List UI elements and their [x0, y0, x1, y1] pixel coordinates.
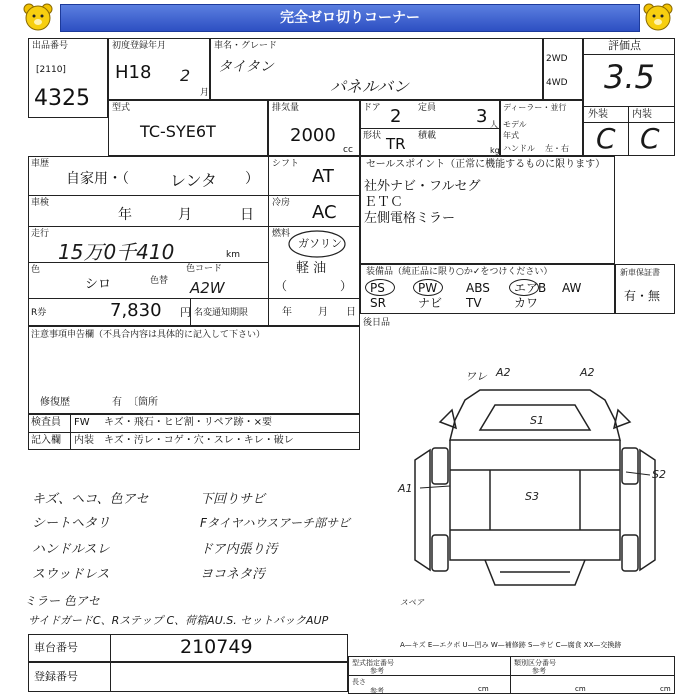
note-left-2: シートヘタリ [32, 516, 111, 531]
mark-s1: S1 [530, 414, 544, 427]
equipment-label: 装備品（純正品に限り○か✓をつけください） [366, 267, 553, 277]
exterior-label: 外装 [588, 109, 608, 120]
length-cm-1: cm [478, 685, 489, 693]
model-label: 型式 [112, 103, 131, 113]
new-warranty-label: 新車保証書 [620, 268, 660, 277]
shift-value: AT [312, 166, 334, 187]
color-change-label: 色替 [150, 276, 169, 286]
history-value: レンタ [170, 171, 217, 190]
lot-number-label: 出品番号 [32, 41, 69, 51]
displacement-label: 排気量 [272, 103, 300, 113]
inspection-year: 年 [118, 207, 132, 223]
fw-items: キズ・飛石・ヒビ割・リペア跡・×要 [104, 417, 272, 428]
name-change-month: 月 [318, 307, 328, 318]
repair-value: 有 [112, 397, 122, 408]
score-label: 評価点 [608, 39, 641, 52]
fuel-gasoline: ガソリン [298, 237, 342, 250]
repair-label: 修復歴 [40, 397, 70, 408]
repair-location-label: 〔箇所 [128, 397, 158, 408]
interior-label: 内装 [632, 109, 652, 120]
drive-box [543, 38, 583, 100]
price-value: 7,830 [110, 300, 162, 321]
doors-value: 2 [390, 106, 402, 127]
car-damage-diagram [380, 360, 680, 610]
registration-label: 初度登録年月 [112, 41, 167, 51]
equipment-item: PW [418, 281, 438, 295]
note-right-4: ヨコネタ汚 [200, 567, 266, 582]
inspection-month: 月 [178, 207, 192, 223]
mark-a2-left: A2 [496, 366, 511, 379]
note-right-2: Fタイヤハウスアーチ部サビ [200, 516, 350, 530]
displacement-unit: cc [343, 145, 353, 155]
exterior-score: C [596, 122, 616, 155]
mark-spare: スペア [400, 598, 424, 607]
type-ref-label: 参考 [370, 667, 384, 675]
shift-label: シフト [272, 159, 300, 169]
equipment-item: ABS [466, 281, 490, 295]
selling-points-label: セールスポイント（正常に機能するものに限ります） [366, 159, 606, 170]
color-value: シロ [85, 277, 112, 292]
aircon-value: AC [312, 202, 337, 223]
equipment-item: エアB [514, 281, 547, 295]
fw-label: FW [74, 417, 90, 428]
interior-score: C [640, 122, 660, 155]
selling-point-2: ＥＴＣ [364, 195, 404, 210]
shape-value: TR [386, 135, 406, 153]
length-label: 長さ [352, 678, 366, 686]
history-value-left: 自家用・（ [66, 171, 129, 187]
selling-point-1: 社外ナビ・フルセグ [364, 179, 481, 194]
equipment-grid [364, 280, 612, 312]
mascot-bear-left-icon [22, 2, 54, 32]
lot-number: 4325 [34, 86, 90, 111]
fuel-diesel: 軽 油 [296, 261, 327, 276]
equipment-item: カワ [514, 296, 539, 310]
note-right-1: 下回りサビ [200, 492, 266, 507]
inspection-day: 日 [240, 207, 254, 223]
mark-a2-right: A2 [580, 366, 595, 379]
note-left-1: キズ、ヘコ、色アセ [32, 492, 149, 507]
capacity-label: 定員 [418, 103, 437, 113]
mileage-value: 15万0千410 [58, 240, 175, 264]
lot-number-prefix: [2110] [36, 65, 66, 75]
mileage-unit: km [226, 250, 240, 260]
fuel-paren-right: ） [340, 279, 353, 293]
name-change-day: 日 [346, 307, 356, 318]
inspector-label-1: 検査員 [31, 417, 61, 428]
history-value-right: ） [245, 171, 259, 187]
interior-items: キズ・汚レ・コゲ・穴・スレ・キレ・破レ [104, 435, 294, 446]
category-ref-label: 参考 [532, 667, 546, 675]
length-cm-2: cm [575, 685, 586, 693]
color-code: A2W [190, 279, 225, 297]
equipment-item: TV [466, 296, 482, 310]
registration-number-label: 登録番号 [34, 670, 78, 683]
model-year-label: モデル [503, 120, 527, 129]
note-left-4: スウッドレス [32, 567, 110, 582]
drive-4wd: 4WD [546, 78, 568, 88]
type-designation-label: 型式指定番号 [352, 659, 394, 667]
mark-s3: S3 [525, 490, 539, 503]
price-label: R券 [31, 308, 47, 318]
year-label: 年式 [503, 131, 519, 140]
note-right-3: ドア内張り汚 [200, 542, 278, 557]
selling-points-box [360, 156, 615, 264]
mark-a1: A1 [398, 482, 413, 495]
fuel-paren-left: （ [275, 279, 288, 293]
equipment-item: PS [370, 281, 385, 295]
selling-point-3: 左側電格ミラー [364, 211, 456, 226]
registration-year: H18 [115, 62, 152, 83]
inspector-label-2: 記入欄 [31, 435, 61, 446]
category-label: 類別区分番号 [514, 659, 556, 667]
mark-s2: S2 [652, 468, 666, 481]
chassis-number: 210749 [180, 636, 253, 658]
color-label: 色 [31, 265, 41, 275]
mascot-bear-right-icon [642, 2, 674, 32]
name-change-label: 名変通知期限 [194, 308, 249, 318]
note-bottom: サイドガードC、Rステップ C、荷箱AU.S. セットバックAUP [28, 614, 329, 627]
note-left-3: ハンドルスレ [32, 542, 110, 557]
score-value: 3.5 [604, 58, 655, 96]
name-change-year: 年 [282, 307, 292, 318]
load-label: 積載 [418, 131, 437, 141]
color-code-label: 色コード [186, 264, 223, 274]
displacement-value: 2000 [290, 125, 336, 146]
equipment-item: SR [370, 296, 386, 310]
price-unit: 円 [180, 306, 191, 319]
aircon-label: 冷房 [272, 198, 291, 208]
load-unit: kg [490, 146, 500, 155]
doors-label: ドア [363, 103, 381, 113]
shape-label: 形状 [363, 131, 382, 141]
equipment-selected-circle-icon [365, 279, 395, 296]
page-header: 完全ゼロ切りコーナー [60, 4, 640, 32]
equipment-item: AW [562, 281, 582, 295]
handle-label: ハンドル [503, 144, 535, 153]
rear-seat-label: 後日品 [363, 318, 391, 328]
mark-ware: ワレ [465, 370, 487, 383]
mileage-label: 走行 [31, 229, 50, 239]
new-warranty-value: 有・無 [624, 289, 661, 303]
inspection-label: 車検 [31, 198, 50, 208]
note-left-5: ミラー 色アセ [24, 594, 100, 608]
dealer-label: ディーラー・並行 [503, 103, 567, 112]
equipment-item: ナビ [418, 296, 443, 310]
car-grade: パネルバン [330, 77, 409, 96]
fuel-selected-circle-icon [284, 228, 350, 260]
month-unit: 月 [200, 88, 210, 98]
registration-month: 2 [180, 66, 191, 85]
model-value: TC-SYE6T [140, 122, 216, 141]
drive-2wd: 2WD [546, 54, 568, 64]
equipment-selected-circle-icon [413, 279, 443, 296]
handle-options: 左・右 [545, 144, 569, 153]
notes-label: 注意事項申告欄（不具合内容は具体的に記入して下さい） [31, 330, 266, 340]
history-label: 車歴 [31, 159, 50, 169]
interior-items-label: 内装 [74, 435, 94, 446]
capacity-unit: 人 [490, 120, 498, 129]
car-name: タイタン [218, 59, 274, 75]
length-ref-label: 参考 [370, 687, 384, 695]
damage-legend: A—キズ E—エクボ U—凹み W—補修跡 S—サビ C—腐食 XX—交換跡 [400, 641, 622, 649]
fuel-label: 燃料 [272, 229, 291, 239]
chassis-label: 車台番号 [34, 641, 78, 654]
car-name-label: 車名・グレード [214, 41, 278, 51]
equipment-selected-circle-icon [509, 279, 539, 296]
length-cm-3: cm [660, 685, 671, 693]
capacity-value: 3 [476, 106, 488, 127]
